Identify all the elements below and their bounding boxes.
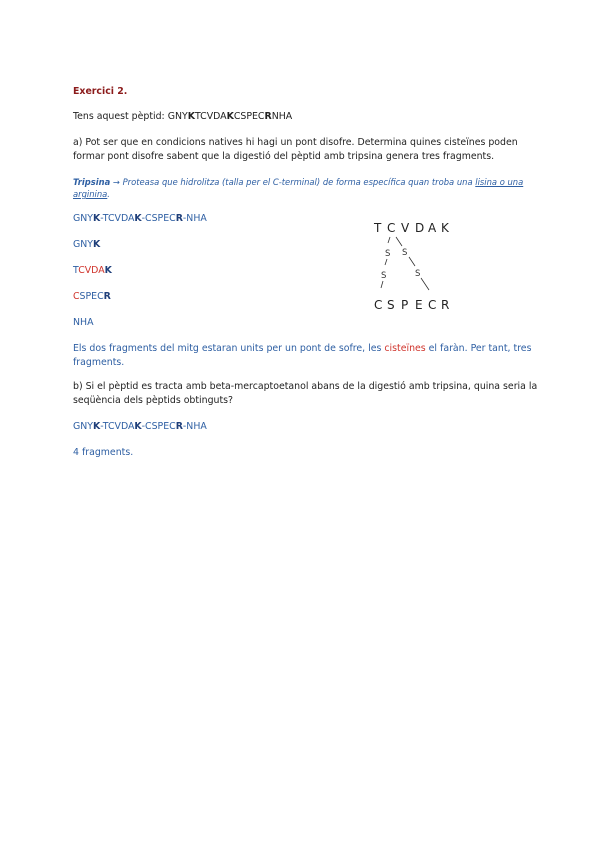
answer-text: el faràn. Per tant, tres xyxy=(425,343,532,354)
diagram-top-letter: V xyxy=(401,221,410,235)
answer-a-line-1 xyxy=(73,342,531,356)
seq-arg: R xyxy=(103,291,111,302)
seq-part: -NHA xyxy=(182,421,207,432)
diagram-bottom-letter: E xyxy=(415,298,423,312)
fragments-full-sequence xyxy=(73,212,207,226)
trypsin-definition: → Proteasa que hidrolitza (talla per el C-terminal) de forma específica quan troba una xyxy=(110,177,476,187)
answer-highlight: cisteïnes xyxy=(384,343,426,354)
seq-lys: K xyxy=(93,213,101,224)
diagram-top-letter: C xyxy=(387,221,396,235)
fragment-1 xyxy=(73,238,100,252)
seq-lys: K xyxy=(134,213,142,224)
seq-part: -NHA xyxy=(182,213,207,224)
peptide-seq-2: TCVDA xyxy=(194,111,227,122)
diagram-top-letter: K xyxy=(441,221,449,235)
seq-arg: R xyxy=(175,421,183,432)
peptide-intro: Tens aquest pèptid: xyxy=(73,111,168,122)
fragment-2 xyxy=(73,264,112,278)
bond-line xyxy=(385,259,387,265)
trypsin-link-1[interactable]: lisina o una xyxy=(475,177,524,187)
answer-text: Els dos fragments del mitg estaran units per un pont de sofre, les xyxy=(73,343,385,354)
peptide-lys-1: K xyxy=(187,111,195,122)
question-b-line-2: seqüència dels pèptids obtinguts? xyxy=(73,395,234,406)
diagram-bottom-letter: C xyxy=(428,298,437,312)
bond-line xyxy=(396,237,402,246)
sulfur-label: S xyxy=(415,269,421,279)
seq-lys: K xyxy=(134,421,142,432)
seq-part: GNY xyxy=(73,213,94,224)
seq-part: GNY xyxy=(73,421,94,432)
trypsin-note-end: . xyxy=(107,189,110,199)
diagram-top-letter: D xyxy=(415,221,425,235)
diagram-bottom-letter: S xyxy=(387,298,395,312)
bond-line xyxy=(421,278,429,290)
seq-cys: C xyxy=(73,291,80,302)
peptide-seq-4: NHA xyxy=(271,111,293,122)
disulfide-diagram xyxy=(360,215,460,315)
question-a-line-2: formar pont disofre sabent que la digestió del pèptid amb tripsina genera tres fragments. xyxy=(73,151,495,162)
peptide-seq-3: CSPEC xyxy=(233,111,265,122)
seq-part: GNY xyxy=(73,239,94,250)
answer-b-sequence xyxy=(73,420,207,434)
diagram-top-letter: A xyxy=(428,221,437,235)
seq-part: -CSPEC xyxy=(141,213,176,224)
trypsin-note-line-1 xyxy=(73,175,523,189)
seq-part: -CSPEC xyxy=(141,421,176,432)
question-b-line-1: b) Si el pèptid es tracta amb beta-mercaptoetanol abans de la digestió amb tripsina, quina seria la xyxy=(73,381,538,392)
diagram-bottom-letter: C xyxy=(374,298,383,312)
bond-line xyxy=(409,257,415,266)
peptide-lys-2: K xyxy=(226,111,234,122)
bond-line xyxy=(381,281,383,288)
answer-a-line-2: fragments. xyxy=(73,357,125,368)
bond-line xyxy=(388,237,390,243)
exercise-title: Exercici 2. xyxy=(73,86,128,97)
question-a-line-1: a) Pot ser que en condicions natives hi hagi un pont disofre. Determina quines cisteïnes poden xyxy=(73,137,518,148)
seq-lys: K xyxy=(104,265,112,276)
sulfur-label: S xyxy=(402,248,408,258)
peptide-seq-1: GNY xyxy=(167,111,188,122)
trypsin-note-line-2 xyxy=(73,187,110,201)
answer-b-count: 4 fragments. xyxy=(73,447,134,458)
fragment-3 xyxy=(73,290,111,304)
fragment-4: NHA xyxy=(73,317,94,328)
seq-cys-part: CVDA xyxy=(78,265,105,276)
trypsin-term: Tripsina xyxy=(73,177,111,187)
peptide-arg: R xyxy=(264,111,272,122)
seq-part: SPEC xyxy=(79,291,104,302)
seq-arg: R xyxy=(175,213,183,224)
seq-lys: K xyxy=(93,421,101,432)
trypsin-link-2[interactable]: arginina xyxy=(73,189,108,199)
diagram-bottom-letter: P xyxy=(401,298,409,312)
sulfur-label: S xyxy=(385,249,391,259)
diagram-top-letter: T xyxy=(374,221,382,235)
peptide-statement xyxy=(73,110,292,124)
sulfur-label: S xyxy=(381,271,387,281)
seq-part: -TCVDA xyxy=(100,213,135,224)
seq-part: T xyxy=(73,265,79,276)
seq-part: -TCVDA xyxy=(100,421,135,432)
diagram-bottom-letter: R xyxy=(441,298,450,312)
seq-lys: K xyxy=(93,239,101,250)
